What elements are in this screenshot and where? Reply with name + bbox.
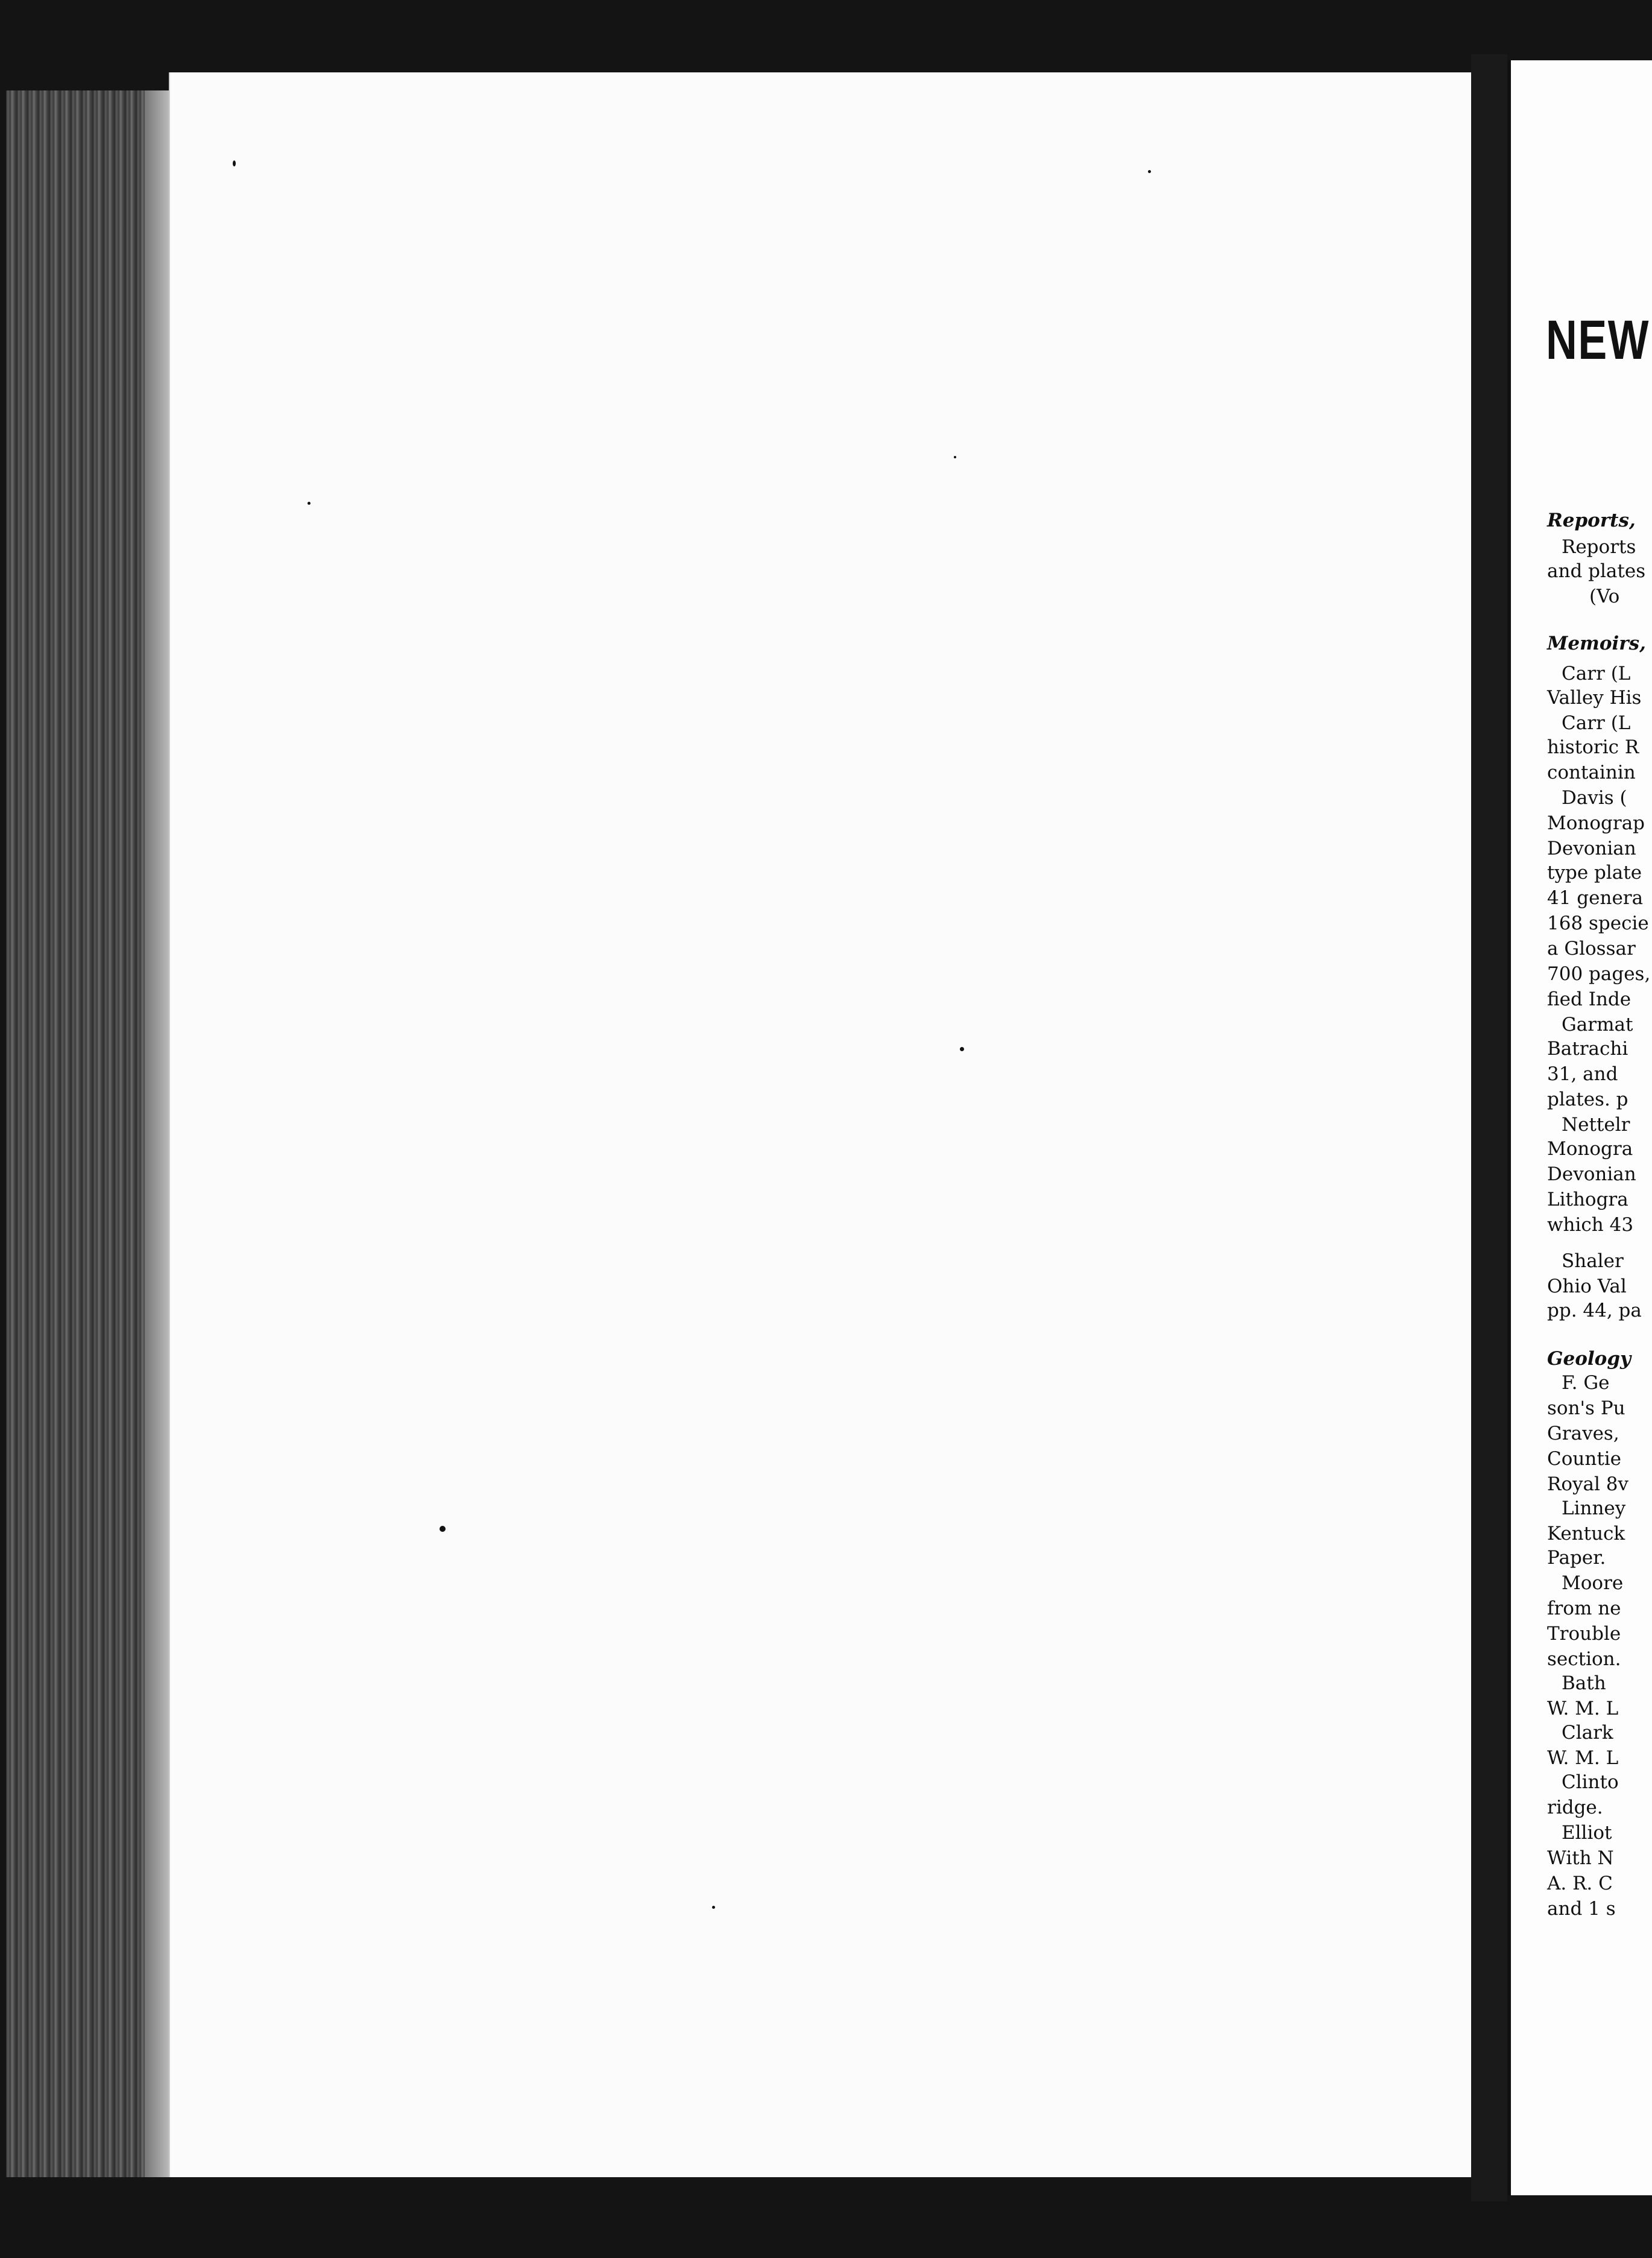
text-line: Graves, [1547,1423,1619,1444]
text-line: from ne [1547,1598,1621,1619]
text-line: Linney [1562,1497,1626,1519]
text-line: With N [1547,1847,1614,1869]
text-line: Monograp [1547,812,1645,834]
text-line: Reports [1562,536,1636,558]
text-line: Monogra [1547,1138,1633,1160]
text-line: F. Ge [1562,1372,1610,1394]
text-line: A. R. C [1547,1873,1613,1894]
section-heading: Reports, [1547,510,1636,531]
text-line: which 43 [1547,1214,1634,1236]
text-line: Bath [1562,1672,1606,1694]
speck [1148,170,1151,173]
text-line: Garmat [1562,1014,1633,1036]
text-line: section. [1547,1648,1621,1670]
right-page [1507,60,1652,2195]
text-line: plates. p [1547,1089,1628,1110]
text-line: Shaler [1562,1250,1624,1272]
text-line: Kentuck [1547,1523,1625,1545]
text-line: fied Inde [1547,988,1632,1010]
text-line: Nettelr [1562,1114,1630,1136]
text-line: Paper. [1547,1547,1606,1569]
text-line: ridge. [1547,1797,1603,1818]
text-line: Countie [1547,1448,1622,1470]
text-line: Valley His [1547,687,1642,709]
text-line: 31, and [1547,1063,1618,1085]
text-line: Davis ( [1562,787,1627,809]
text-line: Devonian [1547,838,1636,859]
text-line: Moore [1562,1572,1624,1594]
speck [960,1047,964,1051]
section-heading: Memoirs, [1547,633,1646,654]
text-line: and 1 s [1547,1898,1616,1920]
text-line: Royal 8v [1547,1473,1629,1495]
text-line: a Glossar [1547,938,1636,960]
speck [307,502,311,505]
section-heading: Geology [1547,1348,1632,1370]
speck [440,1526,446,1532]
text-line: son's Pu [1547,1397,1625,1419]
text-line: 41 genera [1547,887,1644,909]
text-line: Clark [1562,1722,1613,1744]
speck [233,160,236,166]
text-line: Elliot [1562,1822,1612,1844]
text-line: W. M. L [1547,1698,1619,1719]
text-line: Carr (L [1562,663,1631,685]
speck [954,456,956,458]
text-line: 168 specie [1547,912,1649,934]
page-heading: NEW [1546,309,1650,371]
text-line: and plates [1547,560,1646,582]
text-line: Ohio Val [1547,1276,1627,1297]
text-line: W. M. L [1547,1747,1619,1769]
text-line: 700 pages, [1547,963,1651,985]
text-line: pp. 44, pa [1547,1300,1642,1321]
page-edge-stack [6,90,187,2177]
text-line: Carr (L [1562,712,1631,734]
text-line: Lithogra [1547,1189,1628,1210]
text-line: (Vo [1589,586,1620,607]
speck [712,1906,715,1909]
text-line: historic R [1547,736,1639,758]
text-line: Batrachi [1547,1038,1628,1060]
text-line: containin [1547,762,1636,783]
text-line: Trouble [1547,1623,1621,1645]
book-gutter [1471,54,1507,2201]
text-line: type plate [1547,862,1642,884]
text-line: Clinto [1562,1771,1619,1793]
text-line: Devonian [1547,1163,1636,1185]
blank-left-page [169,72,1472,2177]
